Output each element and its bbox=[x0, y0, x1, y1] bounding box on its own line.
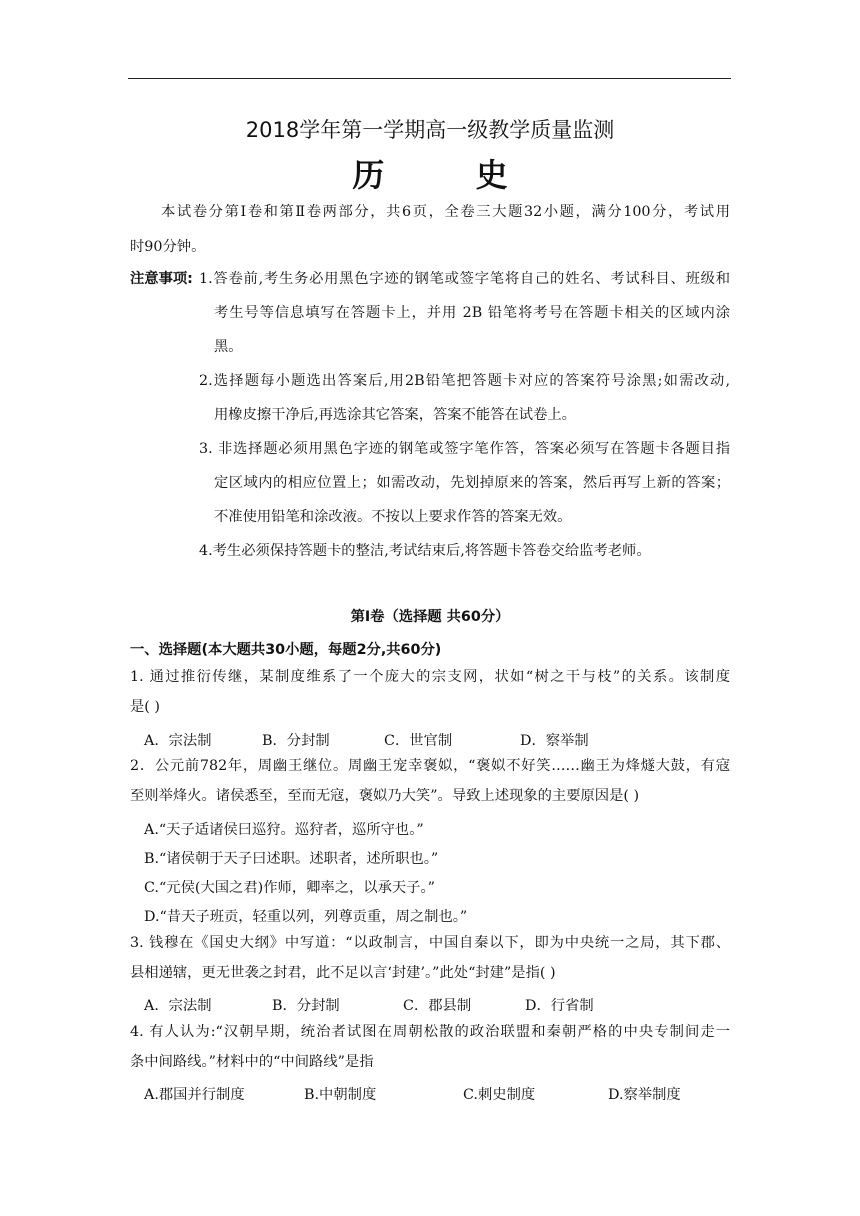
notice-2-line-1: 2.选择题每小题选出答案后,用2B铅笔把答题卡对应的答案符号涂黑;如需改动, bbox=[199, 373, 730, 389]
question-3-option-a: A．宗法制 bbox=[144, 998, 212, 1014]
question-1-option-a: A．宗法制 bbox=[144, 733, 212, 749]
question-4-option-d: D.察举制度 bbox=[608, 1087, 681, 1103]
intro-line-2: 时90分钟。 bbox=[130, 239, 206, 255]
question-3-option-b: B．分封制 bbox=[272, 998, 340, 1014]
question-1-line-2: 是( ) bbox=[130, 699, 160, 715]
question-2-option-b: B.“诸侯朝于天子曰述职。述职者，述所职也。” bbox=[144, 851, 439, 867]
question-3-option-d: D．行省制 bbox=[525, 998, 594, 1014]
question-3-line-2: 县相递辖，更无世袭之封君，此不足以言‘封建’。”此处“封建”是指( ) bbox=[130, 965, 556, 981]
question-1-option-b: B．分封制 bbox=[262, 733, 330, 749]
exam-title: 2018学年第一学期高一级教学质量监测 bbox=[245, 118, 615, 142]
notice-1-line-2: 考生号等信息填写在答题卡上，并用 2B 铅笔将考号在答题卡相关的区域内涂 bbox=[214, 305, 730, 321]
notice-4-line-1: 4.考生必须保持答题卡的整洁,考试结束后,将答题卡答卷交给监考老师。 bbox=[199, 543, 651, 559]
notice-1-line-3: 黑。 bbox=[214, 339, 243, 355]
question-2-option-a: A.“天子适诸侯曰巡狩。巡狩者，巡所守也。” bbox=[144, 822, 424, 838]
question-4-option-c: C.刺史制度 bbox=[463, 1087, 536, 1103]
subject-title: 历 史 bbox=[352, 156, 548, 194]
section-heading: 一、选择题(本大题共30小题，每题2分,共60分) bbox=[130, 642, 442, 658]
notice-3-line-2: 定区域内的相应位置上；如需改动，先划掉原来的答案，然后再写上新的答案； bbox=[214, 475, 730, 491]
intro-line-1: 本试卷分第Ⅰ卷和第Ⅱ卷两部分，共6页，全卷三大题32小题，满分100分，考试用 bbox=[161, 204, 730, 220]
question-2-line-1: 2．公元前782年，周幽王继位。周幽王宠幸褒姒，“褒姒不好笑……幽王为烽燧大鼓，有寇 bbox=[130, 758, 730, 774]
part-heading: 第Ⅰ卷（选择题 共60分） bbox=[350, 609, 510, 625]
question-1-line-1: 1. 通过推衍传继，某制度维系了一个庞大的宗支网，状如“树之干与枝”的关系。该制度 bbox=[130, 669, 730, 685]
question-2-option-c: C.“元侯(大国之君)作师，卿率之，以承天子。” bbox=[144, 880, 435, 896]
question-3-line-1: 3. 钱穆在《国史大纲》中写道：“以政制言，中国自秦以下，即为中央统一之局，其下郡、 bbox=[130, 935, 730, 951]
notice-1-line-1: 1.答卷前,考生务必用黑色字迹的钢笔或签字笔将自己的姓名、考试科目、班级和 bbox=[199, 271, 730, 287]
header-rule bbox=[128, 78, 731, 79]
question-2-line-2: 至则举烽火。诸侯悉至，至而无寇，褒姒乃大笑”。导致上述现象的主要原因是( ) bbox=[130, 788, 640, 804]
notice-label: 注意事项: bbox=[130, 271, 193, 287]
question-2-option-d: D.“昔天子班贡，轻重以列，列尊贡重，周之制也。” bbox=[144, 909, 468, 925]
question-4-option-a: A.郡国并行制度 bbox=[144, 1087, 245, 1103]
notice-3-line-1: 3. 非选择题必须用黑色字迹的钢笔或签字笔作答，答案必须写在答题卡各题目指 bbox=[199, 441, 730, 457]
notice-2-line-2: 用橡皮擦干净后,再选涂其它答案，答案不能答在试卷上。 bbox=[214, 407, 576, 423]
question-4-option-b: B.中朝制度 bbox=[304, 1087, 377, 1103]
notice-3-line-3: 不准使用铅笔和涂改液。不按以上要求作答的答案无效。 bbox=[214, 509, 572, 525]
question-1-option-c: C．世官制 bbox=[384, 733, 453, 749]
question-1-option-d: D．察举制 bbox=[520, 733, 589, 749]
question-3-option-c: C．郡县制 bbox=[403, 998, 472, 1014]
question-4-line-2: 条中间路线。”材料中的“中间路线”是指 bbox=[130, 1054, 374, 1070]
question-4-line-1: 4. 有人认为:“汉朝早期，统治者试图在周朝松散的政治联盟和秦朝严格的中央专制间走一 bbox=[130, 1024, 730, 1040]
